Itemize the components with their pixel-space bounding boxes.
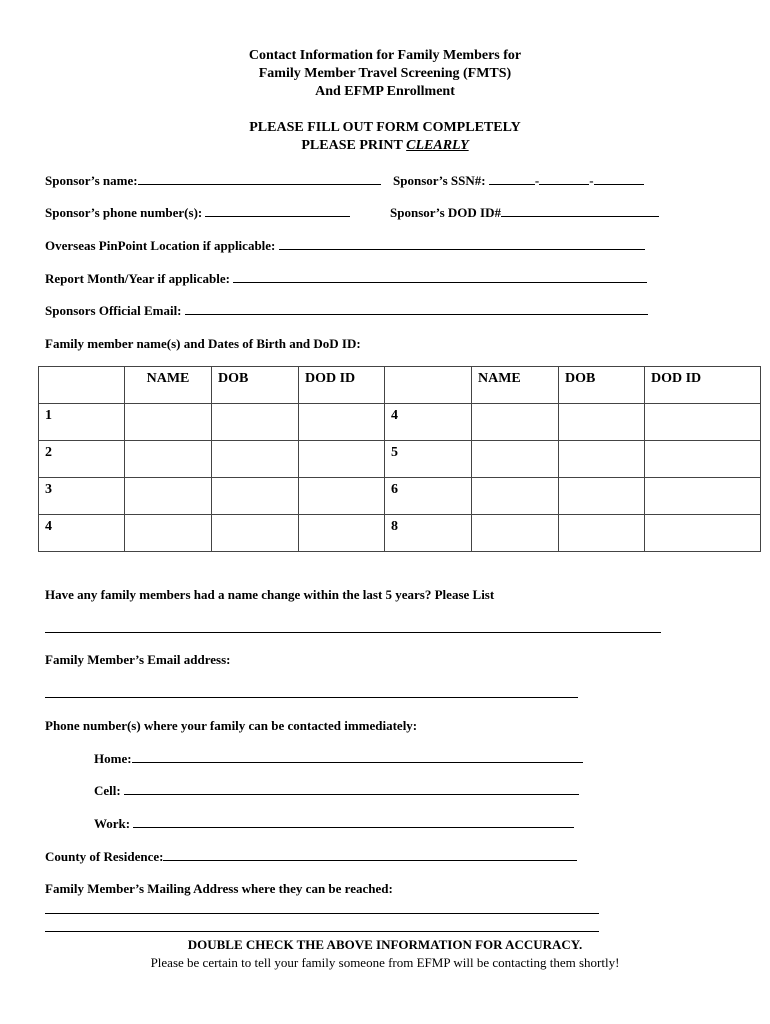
sponsor-name-row [45, 173, 381, 189]
table-row [39, 404, 761, 441]
mailing-address-label: Family Member’s Mailing Address where they can be reached: [45, 881, 393, 896]
home-phone-field[interactable] [132, 751, 583, 763]
row-number: 1 [39, 404, 125, 441]
ssn-dash: - [534, 173, 540, 188]
work-phone-row [94, 816, 574, 832]
table-header-cell: NAME [472, 367, 559, 404]
sponsor-dod-label: Sponsor’s DOD ID# [390, 205, 501, 220]
family-heading: Family member name(s) and Dates of Birth and DoD ID: [45, 336, 361, 351]
dodid-cell[interactable] [299, 515, 385, 552]
sponsor-phone-field[interactable] [205, 205, 350, 217]
name-change-question: Have any family members had a name change within the last 5 years? Please List [45, 587, 495, 602]
dob-cell[interactable] [559, 478, 645, 515]
dodid-cell[interactable] [645, 515, 761, 552]
family-members-table [38, 366, 761, 552]
sponsor-dod-row [390, 205, 659, 221]
clearly-emphasis: CLEARLY [406, 138, 469, 153]
name-cell[interactable] [472, 478, 559, 515]
home-phone-row [94, 751, 583, 767]
name-cell[interactable] [125, 441, 212, 478]
pinpoint-row [45, 238, 645, 254]
sponsor-phone-row [45, 205, 350, 221]
table-header-cell: DOB [559, 367, 645, 404]
ssn-dash: - [589, 173, 594, 188]
report-row [45, 271, 647, 287]
email-field[interactable] [185, 303, 648, 315]
row-number: 4 [39, 515, 125, 552]
family-email-field[interactable] [45, 697, 578, 698]
row-number: 2 [39, 441, 125, 478]
dob-cell[interactable] [212, 478, 299, 515]
mailing-address-field-1[interactable] [45, 913, 599, 914]
row-number: 6 [385, 478, 472, 515]
name-cell[interactable] [125, 515, 212, 552]
name-cell[interactable] [472, 515, 559, 552]
ssn-part2-field[interactable] [539, 173, 589, 185]
family-email-label: Family Member’s Email address: [45, 652, 231, 667]
sponsor-name-label: Sponsor’s name: [45, 173, 138, 188]
dob-cell[interactable] [559, 441, 645, 478]
table-header-cell: DOD ID [299, 367, 385, 404]
dob-cell[interactable] [212, 441, 299, 478]
dodid-cell[interactable] [299, 404, 385, 441]
report-field[interactable] [233, 271, 647, 283]
name-change-field[interactable] [45, 632, 661, 633]
name-cell[interactable] [472, 441, 559, 478]
cell-phone-row [94, 783, 579, 799]
instruction-complete: PLEASE FILL OUT FORM COMPLETELY [249, 120, 521, 135]
county-field[interactable] [163, 849, 577, 861]
name-cell[interactable] [125, 478, 212, 515]
dodid-cell[interactable] [299, 478, 385, 515]
dodid-cell[interactable] [299, 441, 385, 478]
row-number: 8 [385, 515, 472, 552]
row-number: 5 [385, 441, 472, 478]
form-title-line1: Contact Information for Family Members for [248, 48, 522, 63]
table-header-cell [385, 367, 472, 404]
table-row [39, 441, 761, 478]
phone-heading: Phone number(s) where your family can be contacted immediately: [45, 718, 418, 733]
pinpoint-field[interactable] [279, 238, 645, 250]
name-cell[interactable] [125, 404, 212, 441]
county-label: County of Residence: [45, 849, 164, 864]
sponsor-phone-label: Sponsor’s phone number(s): [45, 205, 203, 220]
form-title-line2: Family Member Travel Screening (FMTS) [258, 66, 512, 81]
email-label: Sponsors Official Email: [45, 303, 182, 318]
table-header-cell: DOD ID [645, 367, 761, 404]
instruction-print: PLEASE PRINT CLEARLY [301, 138, 469, 153]
row-number: 3 [39, 478, 125, 515]
sponsor-name-field[interactable] [138, 173, 381, 185]
sponsor-dod-field[interactable] [501, 205, 659, 217]
dodid-cell[interactable] [645, 478, 761, 515]
sponsor-ssn-label: Sponsor’s SSN#: [393, 173, 486, 188]
cell-phone-label: Cell: [94, 783, 121, 798]
report-label: Report Month/Year if applicable: [45, 271, 230, 286]
dodid-cell[interactable] [645, 404, 761, 441]
table-header-cell [39, 367, 125, 404]
pinpoint-label: Overseas PinPoint Location if applicable: [45, 238, 276, 253]
sponsor-ssn-row [393, 173, 644, 189]
mailing-address-field-2[interactable] [45, 931, 599, 932]
dob-cell[interactable] [212, 404, 299, 441]
form-title-line3: And EFMP Enrollment [315, 84, 455, 99]
table-row [39, 515, 761, 552]
county-row [45, 849, 577, 865]
cell-phone-field[interactable] [124, 783, 579, 795]
dob-cell[interactable] [559, 515, 645, 552]
dob-cell[interactable] [212, 515, 299, 552]
work-phone-label: Work: [94, 816, 131, 831]
double-check-notice: DOUBLE CHECK THE ABOVE INFORMATION FOR ACCURACY. [187, 937, 583, 952]
dodid-cell[interactable] [645, 441, 761, 478]
name-cell[interactable] [472, 404, 559, 441]
table-header-cell: DOB [212, 367, 299, 404]
work-phone-field[interactable] [133, 816, 574, 828]
efmp-contact-note: Please be certain to tell your family someone from EFMP will be contacting them shortly! [150, 955, 620, 970]
home-phone-label: Home: [94, 751, 132, 766]
ssn-part1-field[interactable] [489, 173, 535, 185]
table-header-cell: NAME [125, 367, 212, 404]
row-number: 4 [385, 404, 472, 441]
table-row [39, 478, 761, 515]
table-header-row [39, 367, 761, 404]
dob-cell[interactable] [559, 404, 645, 441]
ssn-part3-field[interactable] [594, 173, 644, 185]
email-row [45, 303, 648, 319]
